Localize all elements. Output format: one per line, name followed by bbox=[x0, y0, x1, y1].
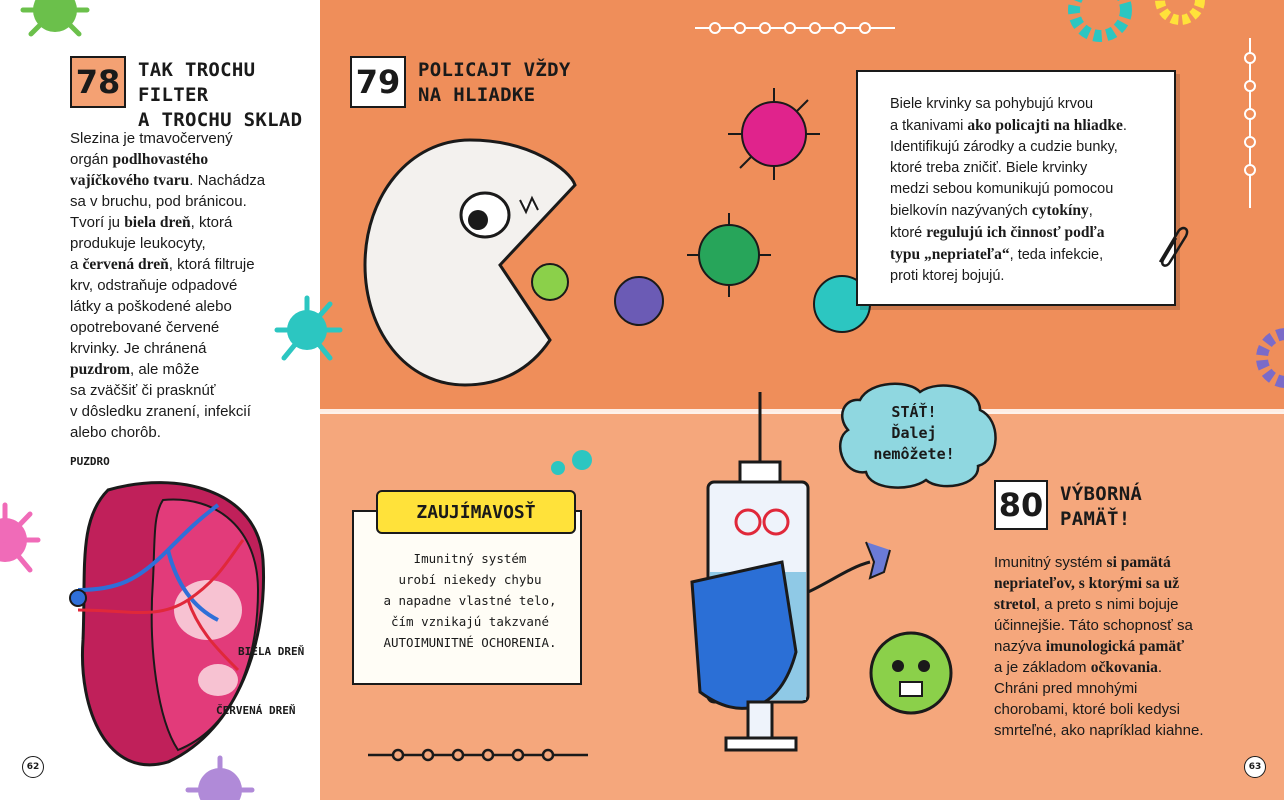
text-bold: nepriateľov, s ktorými sa už bbox=[994, 575, 1180, 592]
text-line bbox=[70, 212, 315, 233]
text-run: a je základom bbox=[994, 659, 1091, 676]
virus-green-icon bbox=[15, 0, 95, 40]
text-line bbox=[70, 149, 315, 170]
bubble-line: nemôžete! bbox=[873, 445, 955, 463]
title-line: NA HLIADKE bbox=[418, 84, 536, 106]
fact-line: urobí niekedy chybu bbox=[398, 572, 542, 587]
page-number-left: 62 bbox=[22, 756, 44, 778]
text-run: . Nachádza bbox=[189, 172, 266, 189]
text-run: ktoré bbox=[890, 225, 927, 241]
text-run: Tvorí ju bbox=[70, 214, 125, 231]
label-capsule: PUZDRO bbox=[70, 455, 110, 468]
text-line bbox=[994, 573, 1264, 594]
text-line bbox=[890, 266, 1156, 287]
virus-green-icon bbox=[684, 210, 774, 300]
text-run: produkuje leukocyty, bbox=[70, 235, 206, 252]
page-number-right: 63 bbox=[1244, 756, 1266, 778]
fact-text bbox=[372, 548, 568, 653]
text-line bbox=[70, 170, 315, 191]
chain-decoration bbox=[695, 18, 895, 38]
text-line bbox=[890, 179, 1156, 200]
virus-magenta-icon bbox=[724, 84, 824, 184]
text-line bbox=[70, 128, 315, 149]
section-title-78 bbox=[138, 58, 318, 133]
virus-angry-icon bbox=[856, 618, 966, 728]
text-line bbox=[70, 191, 315, 212]
text-run: Slezina je tmavočervený bbox=[70, 130, 233, 147]
text-run: sa zväčšiť či prasknúť bbox=[70, 382, 216, 399]
text-line bbox=[890, 137, 1156, 158]
text-bold: regulujú ich činnosť podľa bbox=[926, 224, 1105, 241]
text-line bbox=[70, 380, 315, 401]
section-text-78 bbox=[70, 128, 315, 443]
gear-teal-icon bbox=[1060, 0, 1150, 50]
text-run: , ktorá bbox=[190, 214, 233, 231]
text-bold: si pamätá bbox=[1106, 554, 1171, 571]
text-bold: typu „nepriateľa“ bbox=[890, 246, 1010, 263]
bubble-line: STÁŤ! bbox=[891, 403, 937, 421]
info-card-79 bbox=[856, 70, 1176, 306]
text-run: krv, odstraňuje odpadové bbox=[70, 277, 238, 294]
text-run: , ale môže bbox=[130, 361, 200, 378]
text-line bbox=[70, 401, 315, 422]
text-run: Identifikujú zárodky a cudzie bunky, bbox=[890, 139, 1118, 155]
text-run: ktoré treba zničiť. Biele krvinky bbox=[890, 160, 1088, 176]
speech-bubble-text bbox=[844, 402, 984, 465]
text-bold: stretol bbox=[994, 596, 1036, 613]
text-run: nazýva bbox=[994, 638, 1046, 655]
section-title-79 bbox=[418, 58, 638, 108]
text-run: sa v bruchu, pod bránicou. bbox=[70, 193, 247, 210]
text-run: Imunitný systém bbox=[994, 554, 1107, 571]
text-line bbox=[994, 657, 1264, 678]
label-red-pulp: ČERVENÁ DREŇ bbox=[216, 704, 296, 717]
fact-line: a napadne vlastné telo, bbox=[383, 593, 557, 608]
section-text-80 bbox=[994, 552, 1264, 741]
text-line bbox=[70, 275, 315, 296]
virus-purple-icon bbox=[604, 266, 674, 336]
paperclip-icon bbox=[1150, 222, 1190, 272]
virus-lime-icon bbox=[520, 252, 580, 312]
text-bold: podlhovastého bbox=[112, 151, 209, 168]
text-run: smrteľné, ako napríklad kiahne. bbox=[994, 722, 1204, 739]
title-line: PAMÄŤ! bbox=[1060, 508, 1131, 530]
text-bold: červená dreň bbox=[82, 256, 169, 273]
text-bold: imunologická pamäť bbox=[1045, 638, 1185, 655]
bubble-line: Ďalej bbox=[891, 424, 937, 442]
text-run: v dôsledku zranení, infekcií bbox=[70, 403, 251, 420]
text-run: Chráni pred mnohými bbox=[994, 680, 1138, 697]
text-run: látky a poškodené alebo bbox=[70, 298, 232, 315]
text-line bbox=[890, 222, 1156, 244]
text-bold: puzdrom bbox=[70, 361, 131, 378]
title-line: A TROCHU SKLAD bbox=[138, 109, 303, 131]
text-line bbox=[890, 115, 1156, 137]
text-run: orgán bbox=[70, 151, 113, 168]
text-run: . bbox=[1157, 659, 1163, 676]
text-bold: ako policajti na hliadke bbox=[967, 117, 1123, 134]
gear-yellow-icon bbox=[1150, 0, 1220, 26]
fact-tag: ZAUJÍMAVOSŤ bbox=[376, 490, 576, 534]
text-line bbox=[994, 615, 1264, 636]
text-bold: vajíčkového tvaru bbox=[70, 172, 190, 189]
text-line bbox=[70, 422, 315, 443]
text-line bbox=[70, 359, 315, 380]
text-run: , ktorá filtruje bbox=[168, 256, 255, 273]
text-line bbox=[70, 338, 315, 359]
chain-decoration-vertical bbox=[1240, 38, 1260, 208]
text-bold: cytokíny bbox=[1031, 202, 1089, 219]
section-title-80 bbox=[1060, 482, 1260, 532]
text-line bbox=[994, 720, 1264, 741]
text-line bbox=[994, 699, 1264, 720]
text-run: alebo chorôb. bbox=[70, 424, 161, 441]
section-number-78: 78 bbox=[70, 56, 126, 108]
teal-dots-decoration bbox=[548, 448, 608, 488]
text-line bbox=[890, 94, 1156, 115]
text-run: bielkovín nazývaných bbox=[890, 203, 1032, 219]
text-line bbox=[994, 678, 1264, 699]
text-line bbox=[994, 552, 1264, 573]
text-bold: biela dreň bbox=[124, 214, 191, 231]
text-line bbox=[70, 317, 315, 338]
section-number-79: 79 bbox=[350, 56, 406, 108]
text-run: proti ktorej bojujú. bbox=[890, 268, 1005, 284]
text-bold: očkovania bbox=[1090, 659, 1158, 676]
text-run: a tkanivami bbox=[890, 118, 968, 134]
chain-decoration-bottom bbox=[368, 745, 588, 765]
text-line bbox=[994, 636, 1264, 657]
title-line: TAK TROCHU FILTER bbox=[138, 59, 256, 106]
text-line bbox=[70, 233, 315, 254]
text-run: medzi sebou komunikujú pomocou bbox=[890, 181, 1114, 197]
text-run: krvinky. Je chránená bbox=[70, 340, 207, 357]
text-line bbox=[70, 254, 315, 275]
fact-line: AUTOIMUNITNÉ OCHORENIA. bbox=[383, 635, 557, 650]
text-line bbox=[890, 200, 1156, 222]
text-run: , bbox=[1088, 203, 1093, 219]
virus-pink-icon bbox=[0, 500, 40, 580]
text-line bbox=[890, 158, 1156, 179]
text-line bbox=[890, 244, 1156, 266]
text-run: opotrebované červené bbox=[70, 319, 220, 336]
text-run: účinnejšie. Táto schopnosť sa bbox=[994, 617, 1193, 634]
section-text-79 bbox=[858, 72, 1174, 287]
label-white-pulp: BIELA DREŇ bbox=[238, 645, 305, 658]
text-run: . bbox=[1122, 118, 1127, 134]
text-line bbox=[70, 296, 315, 317]
gear-purple-icon bbox=[1250, 318, 1284, 398]
title-line: POLICAJT VŽDY bbox=[418, 59, 571, 81]
text-run: , teda infekcie, bbox=[1009, 247, 1104, 263]
fact-line: čím vznikajú takzvané bbox=[390, 614, 550, 629]
text-run: chorobami, ktoré boli kedysi bbox=[994, 701, 1180, 718]
text-line bbox=[994, 594, 1264, 615]
fact-line: Imunitný systém bbox=[413, 551, 527, 566]
title-line: VÝBORNÁ bbox=[1060, 483, 1143, 505]
text-run: Biele krvinky sa pohybujú krvou bbox=[890, 96, 1094, 112]
text-run: a bbox=[70, 256, 83, 273]
spleen-illustration bbox=[68, 470, 288, 770]
section-number-80: 80 bbox=[994, 480, 1048, 530]
text-run: , a preto s nimi bojuje bbox=[1035, 596, 1179, 613]
